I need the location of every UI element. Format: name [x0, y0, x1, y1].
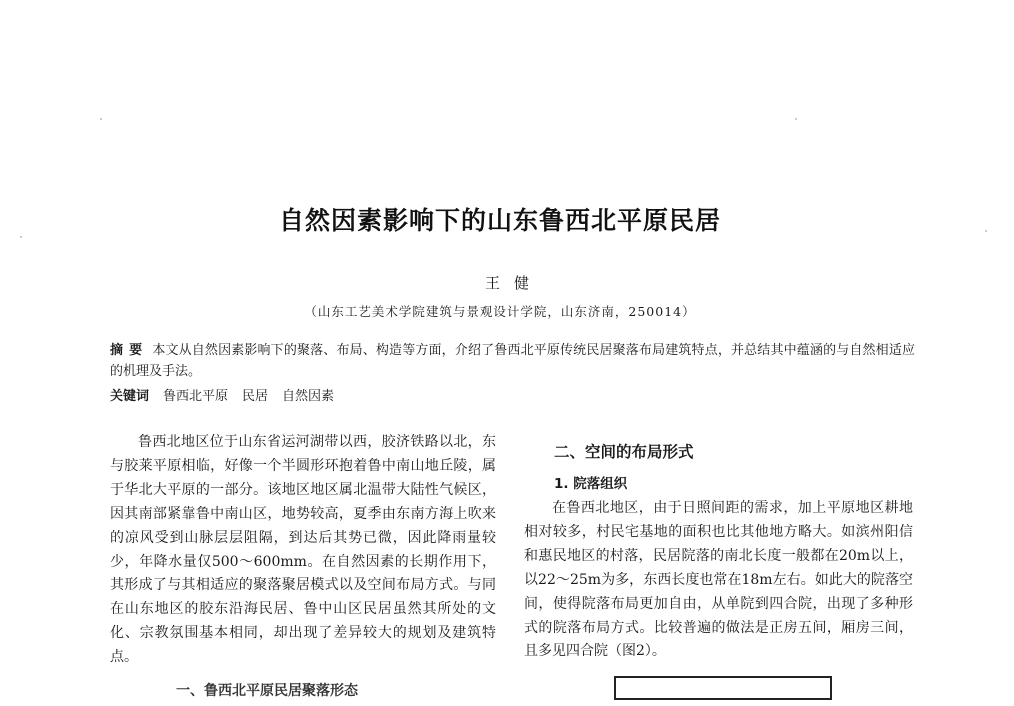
author-name: 王健 — [484, 274, 543, 292]
courtyard-paragraph: 在鲁西北地区，由于日照间距的需求，加上平原地区耕地相对较多，村民宅基地的面积也比其他地方略大。如滨州阳信和惠民地区的村落，民居院落的南北长度一般都在20m以上，以22～25m为多，东西长度也常在18m左右。如此大的院落空间，使得院落布局更加自由，从单院到四合院，出现了多种形式的院落布局方式。比较普遍的做法是正房五间，厢房三间，且多见四合院（图2）。 — [524, 500, 913, 660]
abstract-block — [110, 340, 915, 382]
paper-title: 自然因素影响下的山东鲁西北平原民居 — [278, 206, 721, 235]
keywords-label: 关键词 — [110, 389, 150, 404]
author-affiliation: （山东工艺美术学院建筑与景观设计学院，山东济南，250014） — [304, 304, 696, 319]
keyword-item: 鲁西北平原 — [163, 389, 229, 404]
keywords-block — [110, 386, 915, 407]
scan-speck — [100, 118, 102, 120]
right-column — [524, 440, 913, 664]
left-column — [110, 431, 496, 670]
intro-paragraph: 鲁西北地区位于山东省运河湖带以西，胶济铁路以北，东与胶莱平原相临，好像一个半圆形环抱着鲁中南山地丘陵，属于华北大平原的一部分。该地区地区属北温带大陆性气候区，因其南部紧靠鲁中南山区，地势较高，夏季由东南方海上吹来的凉风受到山脉层层阻隔，到达后其势已微，因此降雨量较少，年降水量仅500～600mm。在自然因素的长期作用下，其形成了与其相适应的聚落聚居模式以及空间布局方式。与同在山东地区的胶东沿海民居、鲁中山区民居虽然其所处的文化、宗教氛围基本相同，却出现了差异较大的规划及建筑特点。 — [110, 434, 496, 666]
abstract-text: 本文从自然因素影响下的聚落、布局、构造等方面，介绍了鲁西北平原传统民居聚落布局建筑特点，并总结其中蕴涵的与自然相适应的机理及手法。 — [110, 343, 915, 379]
scan-speck — [795, 118, 797, 120]
keyword-item: 民居 — [242, 389, 269, 404]
section-heading: 二、空间的布局形式 — [554, 443, 694, 461]
keyword-item: 自然因素 — [282, 389, 335, 404]
figure-frame — [614, 676, 832, 700]
abstract-label: 摘要 — [110, 343, 149, 358]
sub-heading: 1. 院落组织 — [554, 476, 628, 492]
cutoff-heading: 一、鲁西北平原民居聚落形态 — [176, 683, 358, 699]
